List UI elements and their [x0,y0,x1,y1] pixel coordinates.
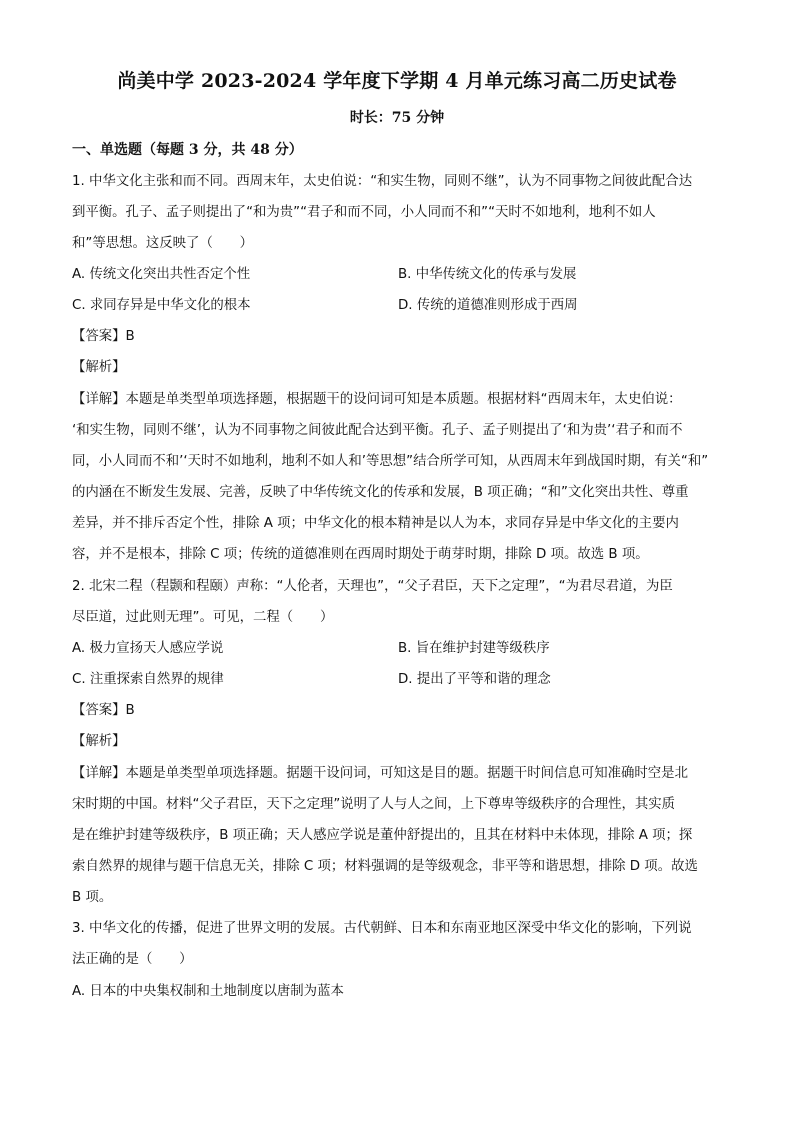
q1-option-c: C. 求同存异是中华文化的根本 [72,298,251,313]
q2-option-a: A. 极力宣扬天人感应学说 [72,641,224,656]
q1-option-d: D. 传统的道德准则形成于西周 [398,298,578,313]
q1-detail-line-6: 容，并不是根本，排除 C 项；传统的道德准则在西周时期处于萌芽时期，排除 D 项。故选 B 项。 [72,547,649,562]
q2-option-c: C. 注重探索自然界的规律 [72,672,224,687]
q1-stem-line-3: 和”等思想。这反映了（ ） [72,236,254,251]
q3-stem-line-1: 3. 中华文化的传播，促进了世界文明的发展。古代朝鲜、日本和东南亚地区深受中华文化的影响，下列说 [72,921,692,936]
q1-detail-line-3: 同，小人同而不和’‘天时不如地利，地利不如人和’等思想”结合所学可知，从西周末年到战国时期，有关“和” [72,454,709,469]
q1-detail-line-2: ‘和实生物，同则不继’，认为不同事物之间彼此配合达到平衡。孔子、孟子则提出了‘和为贵’‘君子和而不 [72,423,683,438]
q2-detail-line-4: 索自然界的规律与题干信息无关，排除 C 项；材料强调的是等级观念，非平等和谐思想，排除 D 项。故选 [72,859,698,874]
exam-duration: 时长：75 分钟 [349,110,445,126]
q1-stem-line-1: 1. 中华文化主张和而不同。西周末年，太史伯说：“和实生物，同则不继”，认为不同事物之间彼此配合达 [72,174,693,189]
q1-analysis-label: 【解析】 [72,360,126,375]
q1-option-b: B. 中华传统文化的传承与发展 [398,267,577,282]
q1-detail-line-5: 差异，并不排斥否定个性，排除 A 项；中华文化的根本精神是以人为本，求同存异是中华文化的主要内 [72,516,679,531]
q1-detail-line-4: 的内涵在不断发生发展、完善，反映了中华传统文化的传承和发展，B 项正确；“和”文化突出共性、尊重 [72,485,689,500]
section-heading: 一、单选题（每题 3 分，共 48 分） [72,142,303,158]
q2-stem-line-1: 2. 北宋二程（程颢和程颐）声称：“人伦者，天理也”，“父子君臣，天下之定理”，“为君尽君道，为臣 [72,579,673,594]
q1-stem-line-2: 到平衡。孔子、孟子则提出了“和为贵”“君子和而不同，小人同而不和”“天时不如地利，地利不如人 [72,205,656,220]
q3-stem-line-2: 法正确的是（ ） [72,952,193,967]
q2-answer: 【答案】B [72,703,135,718]
q2-option-b: B. 旨在维护封建等级秩序 [398,641,550,656]
q2-option-d: D. 提出了平等和谐的理念 [398,672,551,687]
q2-detail-line-2: 宋时期的中国。材料“父子君臣，天下之定理”说明了人与人之间，上下尊卑等级秩序的合理性，其实质 [72,797,676,812]
q2-analysis-label: 【解析】 [72,734,126,749]
q2-stem-line-2: 尽臣道，过此则无理”。可见，二程（ ） [72,610,334,625]
q1-option-a: A. 传统文化突出共性否定个性 [72,267,251,282]
q2-detail-line-3: 是在维护封建等级秩序，B 项正确；天人感应学说是董仲舒提出的，且其在材料中未体现，排除 A 项；探 [72,828,693,843]
q2-detail-line-1: 【详解】本题是单类型单项选择题。据题干设问词，可知这是目的题。据题干时间信息可知准确时空是北 [72,766,688,781]
q1-detail-line-1: 【详解】本题是单类型单项选择题，根据题干的设问词可知是本质题。根据材料“西周末年，太史伯说： [72,392,682,407]
q1-answer: 【答案】B [72,329,135,344]
exam-title: 尚美中学 2023-2024 学年度下学期 4 月单元练习高二历史试卷 [117,70,677,92]
q2-detail-line-5: B 项。 [72,890,113,905]
q3-option-a: A. 日本的中央集权制和土地制度以唐制为蓝本 [72,984,344,999]
